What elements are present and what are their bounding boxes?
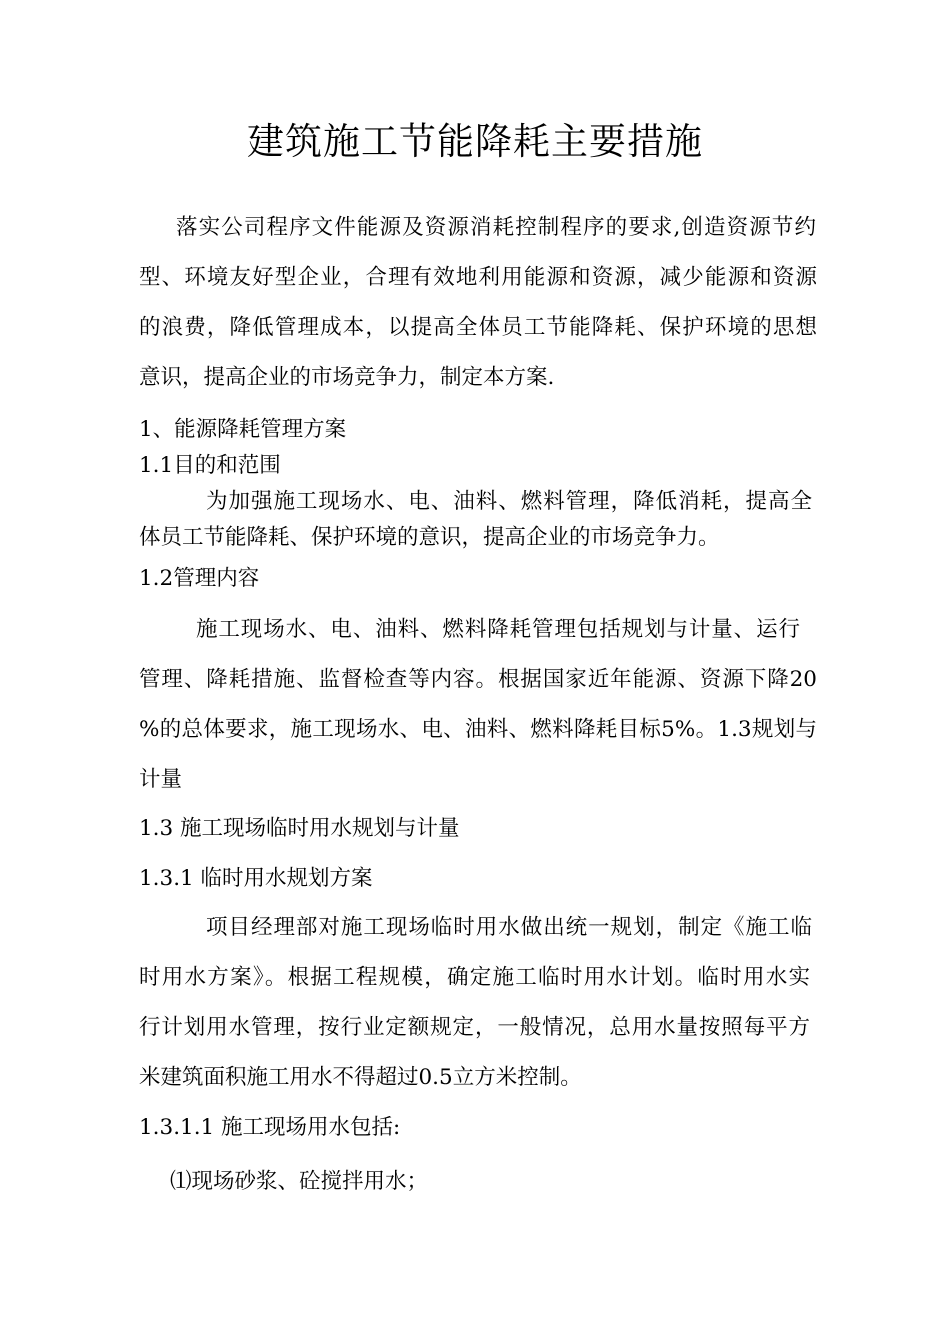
section-heading: 1.3 施工现场临时用水规划与计量 — [139, 816, 460, 841]
paragraph-line: 体员工节能降耗、保护环境的意识，提高企业的市场竞争力。 — [139, 525, 720, 550]
paragraph-line: %的总体要求，施工现场水、电、油料、燃料降耗目标5%。1.3规划与 — [139, 717, 817, 742]
section-heading: 1、能源降耗管理方案 — [139, 417, 347, 442]
paragraph-line: 管理、降耗措施、监督检查等内容。根据国家近年能源、资源下降20 — [139, 667, 817, 692]
paragraph-line: 落实公司程序文件能源及资源消耗控制程序的要求,创造资源节约 — [176, 215, 816, 240]
paragraph-line: 计量 — [139, 767, 183, 792]
section-heading: 1.3.1 临时用水规划方案 — [139, 866, 373, 891]
list-item: ⑴现场砂浆、砼搅拌用水； — [170, 1169, 429, 1194]
paragraph-line: 为加强施工现场水、电、油料、燃料管理，降低消耗，提高全 — [206, 489, 812, 514]
section-heading: 1.3.1.1 施工现场用水包括: — [139, 1115, 401, 1140]
paragraph-line: 时用水方案》。根据工程规模，确定施工临时用水计划。临时用水实 — [139, 965, 810, 990]
section-heading: 1.1目的和范围 — [139, 453, 281, 478]
paragraph-line: 施工现场水、电、油料、燃料降耗管理包括规划与计量、运行 — [196, 617, 800, 642]
paragraph-line: 意识，提高企业的市场竞争力，制定本方案. — [139, 365, 555, 390]
paragraph-line: 的浪费，降低管理成本，以提高全体员工节能降耗、保护环境的思想 — [139, 315, 817, 340]
paragraph-line: 米建筑面积施工用水不得超过0.5立方米控制。 — [139, 1065, 582, 1090]
section-heading: 1.2管理内容 — [139, 566, 260, 591]
paragraph-line: 行计划用水管理，按行业定额规定，一般情况，总用水量按照每平方 — [139, 1015, 810, 1040]
paragraph-line: 项目经理部对施工现场临时用水做出统一规划，制定《施工临 — [206, 915, 812, 940]
paragraph-line: 型、环境友好型企业，合理有效地利用能源和资源，减少能源和资源 — [139, 265, 817, 290]
document-title: 建筑施工节能降耗主要措施 — [247, 120, 703, 163]
